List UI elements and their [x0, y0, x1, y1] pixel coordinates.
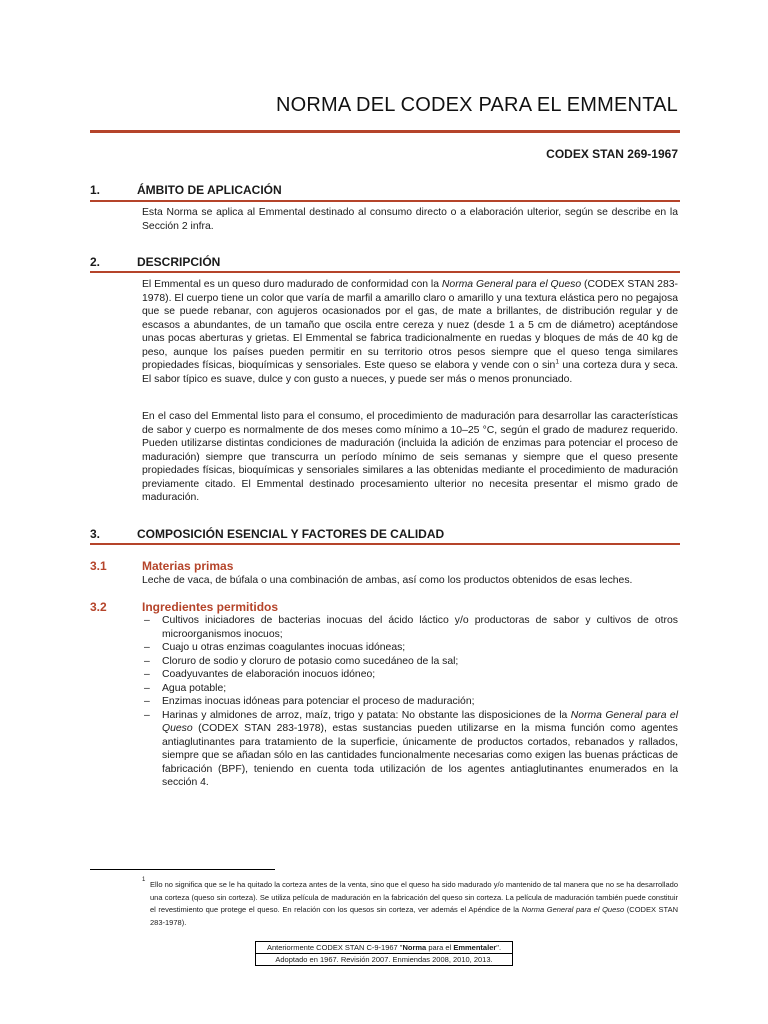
footnote-mark: 1 — [142, 877, 146, 883]
list-item: – Cuajo u otras enzimas coagulantes inocuas idóneas; — [144, 642, 406, 653]
desc-p1-text-a: El Emmental es un queso duro madurado de conformidad con la — [142, 279, 442, 290]
general-standard-reference: Norma General para el Queso — [441, 279, 582, 290]
dash-bullet: – — [144, 655, 150, 667]
general-standard-reference: Norma General para el Queso — [162, 709, 679, 734]
section-1-divider — [90, 200, 680, 202]
page-title: NORMA DEL CODEX PARA EL EMMENTAL — [275, 94, 678, 116]
subsection-3-1-title: Materias primas — [142, 559, 234, 573]
dash-bullet: – — [144, 669, 150, 680]
raw-materials-text: Leche de vaca, de búfala o una combinación de ambas, así como los productos obtenidos de esas leches. — [142, 575, 633, 586]
dash-bullet: – — [144, 642, 150, 653]
list-item: – Cloruro de sodio y cloruro de potasio como sucedáneo de la sal; — [144, 655, 459, 667]
dash-bullet: – — [144, 615, 150, 626]
former-reference-box: Anteriormente CODEX STAN C-9-1967 "Norma para el Emmentaler". — [255, 941, 513, 954]
subsection-3-2-number: 3.2 — [90, 600, 107, 614]
dash-bullet: – — [144, 696, 150, 707]
desc-p1-text-b: (CODEX STAN 283-1978). El cuerpo tiene un color que varía de marfil a amarillo claro o amarillo y una textura elástica pero no pegajosa que se puede rebanar, con agujeros ocasionados por el gas, de mate a brillantes, de distribución regular y de escasos a abundantes, de un tamaño que oscila entre cereza y nuez (desde 1 a 5 cm de diámetro) aceptándose unas pocas aberturas y grietas. El Emmental se fabrica tradicionalmente en ruedas y bloques de más de 40 kg de peso, aunque los países pueden permitir en su territorio otros pesos siempre que el queso tenga similares propiedades físicas, bioquímicas y sensoriales. Este queso se elabora y vende con o sin — [142, 279, 678, 371]
dash-bullet: – — [144, 709, 150, 721]
section-1-text: Esta Norma se aplica al Emmental destinado al consumo directo o a elaboración ulterior, según se describe en la Sección 2 infra. — [142, 207, 678, 232]
footnote-divider — [90, 869, 275, 870]
section-1-number: 1. — [90, 183, 101, 197]
title-divider — [90, 130, 680, 133]
subsection-3-1-number: 3.1 — [90, 559, 107, 573]
section-2-title: DESCRIPCIÓN — [137, 255, 221, 269]
section-3-title: COMPOSICIÓN ESENCIAL Y FACTORES DE CALIDAD — [137, 527, 445, 541]
list-item: – Enzimas inocuas idóneas para potenciar el proceso de maduración; — [144, 696, 475, 707]
footnote-text: Ello no significa que se le ha quitado la corteza antes de la venta, sino que el queso ha sido madurado y/o mantenido de tal manera que no se ha desarrollado una corteza (queso sin corteza). Se utiliza película de maduración en la fabricación del queso sin corteza. La película de maduración también puede constituir el revestimiento que protege el queso. En relación con los quesos sin corteza, ver además el Apéndice de la Norma General para el Queso (CODEX STAN 283-1978). — [150, 880, 678, 927]
description-paragraph-2: En el caso del Emmental listo para el consumo, el procedimiento de maduración para desarrollar las características de sabor y cuerpo es normalmente de dos meses como mínimo a 10–25 °C, según el grado de madurez requerido. Pueden utilizarse distintas condiciones de maduración (incluida la adición de enzimas para potenciar el proceso de maduración) siempre que transcurra un período mínimo de seis semanas y siempre que el queso presente propiedades físicas, bioquímicas y sensoriales similares a las obtenidas mediante el procedimiento de maduración previamente citado. El Emmental destinado procesamiento ulterior no necesita presentar el mismo grado de maduración. — [142, 411, 678, 503]
general-standard-reference: Norma General para el Queso — [521, 905, 625, 914]
list-item: – Agua potable; — [144, 682, 227, 694]
section-2-number: 2. — [90, 255, 101, 269]
standard-code: CODEX STAN 269-1967 — [546, 147, 678, 161]
list-item: – Harinas y almidones de arroz, maíz, trigo y patata: No obstante las disposiciones de la Norma General para el Queso (CODEX STAN 283-1978), estas sustancias pueden utilizarse en la misma función como agentes antiaglutinantes para tratamiento de la superficie, únicamente de productos cortados, rebanados y rallados, siempre que se añadan sólo en las cantidades funcionalmente necesarias como exigen las buenas prácticas de fabricación (BPF), teniendo en cuenta toda utilización de los agentes antiaglutinantes enumerados en la sección 4. — [144, 709, 679, 788]
adoption-info-box: Adoptado en 1967. Revisión 2007. Enmiendas 2008, 2010, 2013. — [255, 953, 513, 966]
list-item: – Coadyuvantes de elaboración inocuos idóneo; — [144, 669, 376, 680]
dash-bullet: – — [144, 682, 150, 694]
section-3-divider — [90, 543, 680, 545]
list-item: – Cultivos iniciadores de bacterias inocuas del ácido láctico y/o productoras de sabor y cultivos de otros microorganismos inocuos; — [144, 615, 678, 640]
ingredients-list — [146, 614, 678, 790]
section-3-number: 3. — [90, 527, 101, 541]
description-paragraph-1 — [142, 278, 678, 386]
footnote-reference: 1 — [555, 358, 559, 366]
desc-p1-text-c: una corteza dura y seca. El sabor típico es suave, dulce y con gusto a nueces, y puede ser más o menos pronunciado. — [142, 360, 679, 385]
section-2-divider — [90, 271, 680, 273]
subsection-3-2-title: Ingredientes permitidos — [142, 600, 279, 614]
section-1-title: ÁMBITO DE APLICACIÓN — [137, 183, 282, 197]
